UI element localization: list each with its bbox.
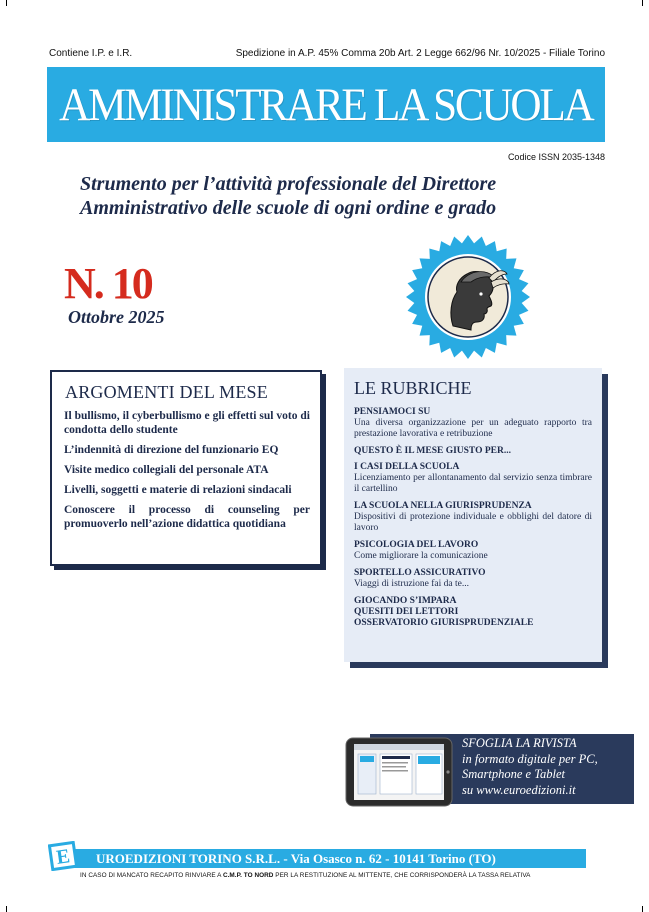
column-desc: Come migliorare la comunicazione: [354, 551, 488, 561]
masthead-title: AMMINISTRARE LA SCUOLA: [59, 78, 593, 131]
issn-code: Codice ISSN 2035-1348: [507, 152, 605, 162]
return-notice: IN CASO DI MANCATO RECAPITO RINVIARE A C.M.P. TO NORD PER LA RESTITUZIONE AL MITTENTE, CHE CORRISPONDERÀ LA TASSA RELATIVA: [80, 872, 531, 879]
crop-mark-bottom-left: [0, 906, 7, 912]
column-title: QUESITI DEI LETTORI: [354, 607, 459, 617]
column-title: I CASI DELLA SCUOLA: [354, 462, 460, 472]
columns-heading: LE RUBRICHE: [354, 378, 472, 398]
crop-mark-bottom-right: [642, 906, 649, 912]
topic-item: Visite medico collegiali del personale ATA: [64, 464, 269, 476]
subtitle: [80, 172, 496, 220]
promo-line-3: Smartphone e Tablet: [462, 767, 566, 781]
topic-item: L’indennità di direzione del funzionario EQ: [64, 444, 279, 456]
column-title: PENSIAMOCI SU: [354, 407, 431, 417]
topics-box: [50, 370, 322, 566]
column-title: GIOCANDO S’IMPARA: [354, 596, 457, 606]
postal-note-right: Spedizione in A.P. 45% Comma 20b Art. 2 Legge 662/96 Nr. 10/2025 - Filiale Torino: [235, 48, 605, 59]
tablet-icon: [344, 736, 454, 808]
column-title: QUESTO È IL MESE GIUSTO PER...: [354, 446, 511, 456]
column-desc: Una diversa organizzazione per un adeguato rapporto tra prestazione lavorativa e retribuzione: [354, 418, 592, 439]
publisher-address: UROEDIZIONI TORINO S.R.L. - Via Osasco n. 62 - 10141 Torino (TO): [96, 850, 496, 866]
topic-item: Livelli, soggetti e materie di relazioni sindacali: [64, 484, 292, 496]
issue-date: Ottobre 2025: [68, 307, 165, 327]
publisher-logo-icon: [48, 841, 78, 871]
subtitle-line-1: Strumento per l’attività professionale del Direttore: [80, 173, 497, 195]
promo-line-2: in formato digitale per PC,: [462, 751, 598, 766]
postal-note-left: Contiene I.P. e I.R.: [49, 48, 133, 59]
column-title: OSSERVATORIO GIURISPRUDENZIALE: [354, 618, 534, 628]
promo-line-1: SFOGLIA LA RIVISTA: [462, 736, 577, 750]
promo-line-4[interactable]: su www.euroedizioni.it: [462, 782, 576, 797]
topic-item: Il bullismo, il cyberbullismo e gli effetti sul voto di condotta dello studente: [64, 410, 310, 436]
column-title: LA SCUOLA NELLA GIURISPRUDENZA: [354, 501, 532, 511]
column-desc: Viaggi di istruzione fai da te...: [354, 579, 469, 589]
mercury-head-seal-icon: [405, 234, 531, 360]
columns-box: [344, 368, 602, 662]
masthead-banner: [47, 67, 605, 142]
subtitle-line-2: Amministrativo delle scuole di ogni ordine e grado: [80, 197, 497, 219]
topics-heading: ARGOMENTI DEL MESE: [65, 382, 268, 402]
column-title: SPORTELLO ASSICURATIVO: [354, 568, 486, 578]
crop-mark-top-left: [0, 0, 7, 6]
column-title: PSICOLOGIA DEL LAVORO: [354, 540, 479, 550]
digital-promo-text: [462, 736, 632, 798]
issue-number: N. 10: [64, 259, 152, 308]
topic-item: Conoscere il processo di counseling per promuoverlo nell’azione didattica quotidiana: [64, 504, 310, 530]
column-desc: Licenziamento per allontanamento dal servizio senza timbrare il cartellino: [354, 473, 592, 494]
publisher-logo-letter: E: [55, 845, 72, 869]
publisher-bar: [58, 849, 586, 868]
column-desc: Dispositivi di protezione individuale e obblighi del datore di lavoro: [354, 512, 592, 533]
crop-mark-top-right: [642, 0, 649, 6]
